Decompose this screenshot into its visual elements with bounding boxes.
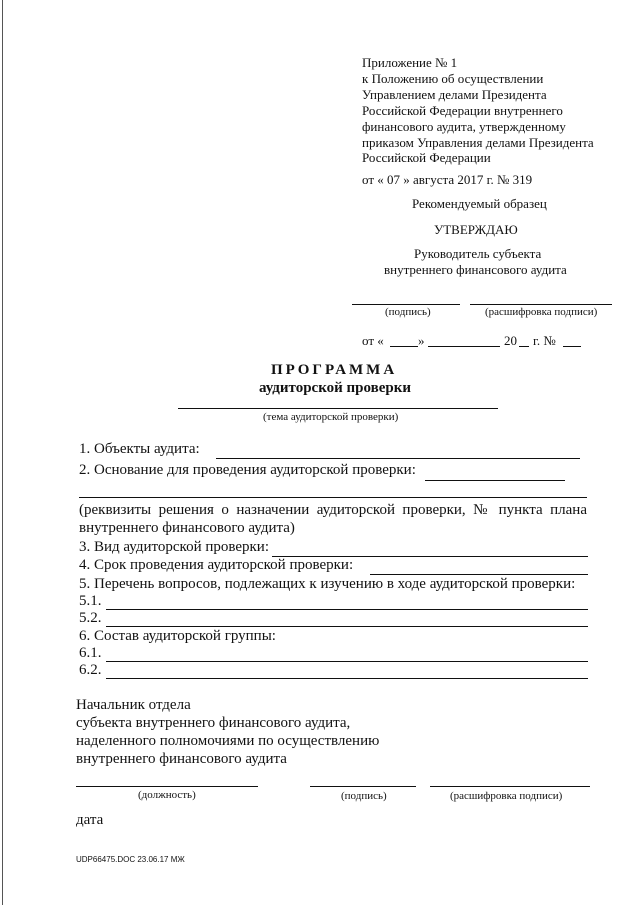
item-4-audit-period: 4. Срок проведения аудиторской проверки: bbox=[79, 557, 354, 573]
approve-number-blank bbox=[563, 346, 581, 347]
approve-year-blank bbox=[519, 346, 529, 347]
item-5-1-label: 5.1. bbox=[79, 593, 102, 609]
item-6-1-blank bbox=[106, 661, 588, 662]
approve-date-suffix: г. № bbox=[533, 333, 556, 348]
program-topic-line bbox=[178, 408, 498, 409]
page-edge bbox=[2, 0, 3, 905]
appendix-line-1: Приложение № 1 bbox=[362, 55, 458, 70]
item-2-note-line-1: (реквизиты решения о назначении аудиторской проверки, № пункта плана bbox=[79, 502, 587, 518]
chief-decoding-caption: (расшифровка подписи) bbox=[450, 790, 563, 802]
approve-decoding-caption: (расшифровка подписи) bbox=[485, 306, 598, 318]
item-5-issues-list: 5. Перечень вопросов, подлежащих к изучению в ходе аудиторской проверки: bbox=[79, 576, 576, 592]
item-5-1-blank bbox=[106, 609, 588, 610]
chief-signature-caption: (подпись) bbox=[341, 790, 387, 802]
appendix-line-6: приказом Управления делами Президента bbox=[362, 135, 594, 150]
item-5-2-blank bbox=[106, 626, 588, 627]
chief-line-3: наделенного полномочиями по осуществлению bbox=[76, 733, 380, 749]
item-2-full-line bbox=[79, 497, 587, 498]
appendix-line-5: финансового аудита, утвержденному bbox=[362, 119, 566, 134]
item-6-2-blank bbox=[106, 678, 588, 679]
approve-signature-line bbox=[352, 304, 460, 305]
appendix-date-line: от « 07 » августа 2017 г. № 319 bbox=[362, 172, 533, 187]
approve-decoding-line bbox=[470, 304, 612, 305]
chief-position-caption: (должность) bbox=[138, 789, 196, 801]
program-topic-caption: (тема аудиторской проверки) bbox=[263, 411, 399, 423]
item-1-blank bbox=[216, 458, 580, 459]
chief-line-2: субъекта внутреннего финансового аудита, bbox=[76, 715, 351, 731]
item-6-1-label: 6.1. bbox=[79, 645, 102, 661]
chief-decoding-line bbox=[430, 786, 590, 787]
item-4-blank bbox=[370, 574, 588, 575]
approve-role-line-2: внутреннего финансового аудита bbox=[384, 262, 567, 277]
item-5-2-label: 5.2. bbox=[79, 610, 102, 626]
approve-date-year: 20 bbox=[504, 333, 517, 348]
item-1-audit-objects: 1. Объекты аудита: bbox=[79, 441, 200, 457]
item-2-grounds: 2. Основание для проведения аудиторской проверки: bbox=[79, 462, 416, 478]
item-6-2-label: 6.2. bbox=[79, 662, 102, 678]
approve-role-line-1: Руководитель субъекта bbox=[414, 246, 542, 261]
chief-line-1: Начальник отдела bbox=[76, 697, 191, 713]
approve-signature-caption: (подпись) bbox=[385, 306, 431, 318]
footer-file-ref: UDP66475.DOC 23.06.17 МЖ bbox=[76, 855, 185, 864]
approve-day-blank bbox=[390, 346, 418, 347]
approve-date-mid: » bbox=[418, 333, 425, 348]
approve-date-prefix: от « bbox=[362, 333, 384, 348]
item-2-note-line-2: внутреннего финансового аудита) bbox=[79, 520, 295, 536]
approve-month-blank bbox=[428, 346, 500, 347]
chief-position-line bbox=[76, 786, 258, 787]
item-6-audit-team: 6. Состав аудиторской группы: bbox=[79, 628, 276, 644]
chief-line-4: внутреннего финансового аудита bbox=[76, 751, 287, 767]
chief-signature-line bbox=[310, 786, 416, 787]
appendix-line-2: к Положению об осуществлении bbox=[362, 71, 544, 86]
program-title: ПРОГРАММА bbox=[271, 362, 398, 378]
item-2-blank bbox=[425, 480, 565, 481]
item-3-audit-type: 3. Вид аудиторской проверки: bbox=[79, 539, 270, 555]
appendix-line-3: Управлением делами Президента bbox=[362, 87, 547, 102]
chief-date-label: дата bbox=[76, 812, 104, 828]
appendix-line-4: Российской Федерации внутреннего bbox=[362, 103, 563, 118]
recommended-sample: Рекомендуемый образец bbox=[412, 196, 547, 211]
program-subtitle: аудиторской проверки bbox=[259, 380, 412, 396]
approve-word: УТВЕРЖДАЮ bbox=[434, 222, 518, 237]
appendix-line-7: Российской Федерации bbox=[362, 150, 491, 165]
